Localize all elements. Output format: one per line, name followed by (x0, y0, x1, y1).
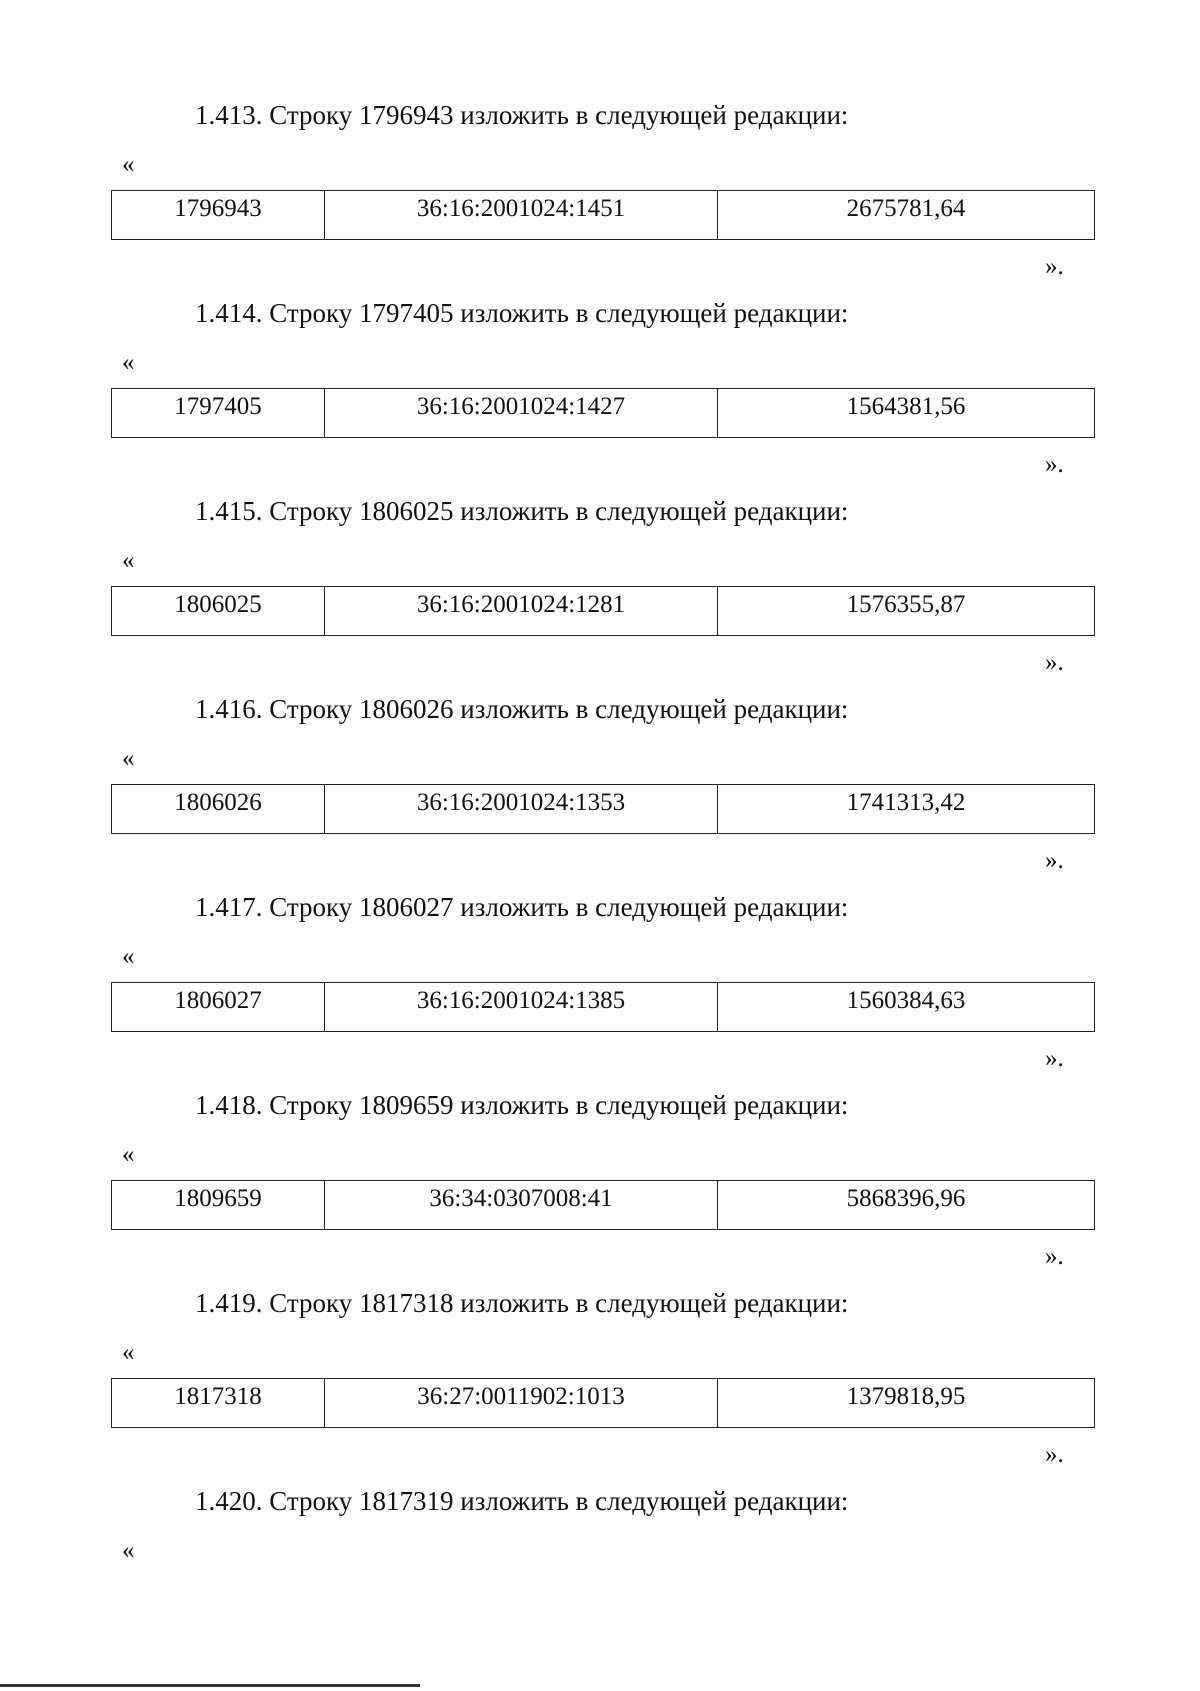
table-row (112, 983, 1095, 1032)
value-cell: 1576355,87 (718, 587, 1095, 636)
row-number-cell: 1809659 (112, 1181, 325, 1230)
amendment-heading: 1.417. Строку 1806027 изложить в следующей редакции: (195, 892, 849, 922)
amendment-block (0, 692, 1200, 888)
cadastral-number-cell: 36:16:2001024:1353 (325, 785, 718, 834)
value-cell: 1560384,63 (718, 983, 1095, 1032)
row-number-cell: 1806025 (112, 587, 325, 636)
row-number-cell: 1797405 (112, 389, 325, 438)
replacement-row-table (111, 982, 1095, 1032)
closing-quote-mark: ». (1045, 847, 1064, 874)
closing-quote-mark: ». (1045, 649, 1064, 676)
closing-quote-mark: ». (1045, 451, 1064, 478)
amendment-block (0, 1286, 1200, 1482)
replacement-row-table (111, 1180, 1095, 1230)
amendment-heading: 1.418. Строку 1809659 изложить в следующей редакции: (195, 1090, 849, 1120)
cadastral-number-cell: 36:16:2001024:1427 (325, 389, 718, 438)
row-number-cell: 1806027 (112, 983, 325, 1032)
cadastral-number-cell: 36:16:2001024:1451 (325, 191, 718, 240)
opening-quote-mark: « (122, 1141, 135, 1168)
value-cell: 5868396,96 (718, 1181, 1095, 1230)
opening-quote-mark: « (122, 547, 135, 574)
cadastral-number-cell: 36:16:2001024:1385 (325, 983, 718, 1032)
cadastral-number-cell: 36:16:2001024:1281 (325, 587, 718, 636)
closing-quote-mark: ». (1045, 253, 1064, 280)
table-row (112, 785, 1095, 834)
amendment-block (0, 1484, 1200, 1604)
amendment-heading: 1.416. Строку 1806026 изложить в следующей редакции: (195, 694, 849, 724)
value-cell: 1379818,95 (718, 1379, 1095, 1428)
row-number-cell: 1796943 (112, 191, 325, 240)
row-number-cell: 1817318 (112, 1379, 325, 1428)
cadastral-number-cell: 36:34:0307008:41 (325, 1181, 718, 1230)
amendment-heading: 1.415. Строку 1806025 изложить в следующей редакции: (195, 496, 849, 526)
opening-quote-mark: « (122, 349, 135, 376)
table-row (112, 389, 1095, 438)
closing-quote-mark: ». (1045, 1441, 1064, 1468)
amendment-block (0, 98, 1200, 294)
table-row (112, 1379, 1095, 1428)
amendment-block (0, 890, 1200, 1086)
opening-quote-mark: « (122, 151, 135, 178)
table-row (112, 587, 1095, 636)
amendment-heading: 1.413. Строку 1796943 изложить в следующей редакции: (195, 100, 849, 130)
amendment-heading: 1.420. Строку 1817319 изложить в следующей редакции: (195, 1486, 849, 1516)
amendment-block (0, 296, 1200, 492)
table-row (112, 1181, 1095, 1230)
amendment-block (0, 494, 1200, 690)
amendment-heading: 1.414. Строку 1797405 изложить в следующей редакции: (195, 298, 849, 328)
amendment-heading: 1.419. Строку 1817318 изложить в следующей редакции: (195, 1288, 849, 1318)
table-row (112, 191, 1095, 240)
closing-quote-mark: ». (1045, 1045, 1064, 1072)
value-cell: 2675781,64 (718, 191, 1095, 240)
replacement-row-table (111, 190, 1095, 240)
page-bottom-edge-line (0, 1684, 420, 1687)
opening-quote-mark: « (122, 1537, 135, 1564)
replacement-row-table (111, 1378, 1095, 1428)
opening-quote-mark: « (122, 1339, 135, 1366)
value-cell: 1564381,56 (718, 389, 1095, 438)
replacement-row-table (111, 388, 1095, 438)
opening-quote-mark: « (122, 745, 135, 772)
closing-quote-mark: ». (1045, 1243, 1064, 1270)
opening-quote-mark: « (122, 943, 135, 970)
value-cell: 1741313,42 (718, 785, 1095, 834)
replacement-row-table (111, 784, 1095, 834)
amendment-block (0, 1088, 1200, 1284)
cadastral-number-cell: 36:27:0011902:1013 (325, 1379, 718, 1428)
replacement-row-table (111, 586, 1095, 636)
row-number-cell: 1806026 (112, 785, 325, 834)
